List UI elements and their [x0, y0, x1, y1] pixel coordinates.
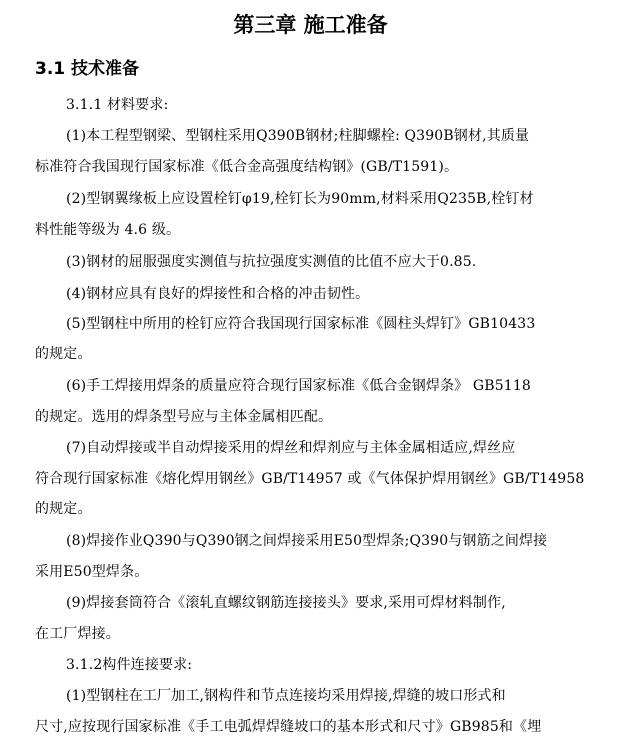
paragraph-line: 的规定。: [35, 346, 92, 362]
paragraph-line: (3)钢材的屈服强度实测值与抗拉强度实测值的比值不应大于0.85.: [66, 254, 477, 270]
section-title: 3.1 技术准备: [35, 59, 140, 79]
paragraph-line: 在工厂焊接。: [35, 626, 120, 642]
paragraph-line: 标准符合我国现行国家标准《低合金高强度结构钢》(GB/T1591)。: [35, 159, 459, 175]
paragraph-line: 料性能等级为 4.6 级。: [35, 222, 181, 238]
paragraph-line: (1)型钢柱在工厂加工,钢构件和节点连接均采用焊接,焊缝的坡口形式和: [66, 688, 506, 704]
paragraph-line: (7)自动焊接或半自动焊接采用的焊丝和焊剂应与主体金属相适应,焊丝应: [66, 440, 516, 456]
paragraph-line: 采用E50型焊条。: [35, 564, 149, 580]
subsection-heading-3-1-1: 3.1.1 材料要求:: [66, 97, 169, 113]
paragraph-line: (9)焊接套筒符合《滚轧直螺纹钢筋连接接头》要求,采用可焊材料制作,: [66, 595, 506, 611]
paragraph-line: (5)型钢柱中所用的栓钉应符合我国现行国家标准《圆柱头焊钉》GB10433: [66, 316, 536, 332]
paragraph-line: 尺寸,应按现行国家标准《手工电弧焊焊缝坡口的基本形式和尺寸》GB985和《埋: [35, 719, 542, 735]
paragraph-line: (6)手工焊接用焊条的质量应符合现行国家标准《低合金钢焊条》 GB5118: [66, 378, 531, 394]
paragraph-line: (4)钢材应具有良好的焊接性和合格的冲击韧性。: [66, 286, 370, 302]
paragraph-line: (8)焊接作业Q390与Q390钢之间焊接采用E50型焊条;Q390与钢筋之间焊接: [66, 533, 548, 549]
paragraph-line: 的规定。: [35, 501, 92, 517]
paragraph-line: (2)型钢翼缘板上应设置栓钉φ19,栓钉长为90mm,材料采用Q235B,栓钉材: [66, 191, 534, 207]
paragraph-line: 符合现行国家标准《熔化焊用钢丝》GB/T14957 或《气体保护焊用钢丝》GB/T14958: [35, 471, 585, 487]
paragraph-line: 的规定。选用的焊条型号应与主体金属相匹配。: [35, 409, 333, 425]
paragraph-line: (1)本工程型钢梁、型钢柱采用Q390B钢材;柱脚螺栓: Q390B钢材,其质量: [66, 128, 530, 144]
chapter-title: 第三章 施工准备: [233, 13, 388, 37]
subsection-heading-3-1-2: 3.1.2构件连接要求:: [66, 657, 193, 673]
